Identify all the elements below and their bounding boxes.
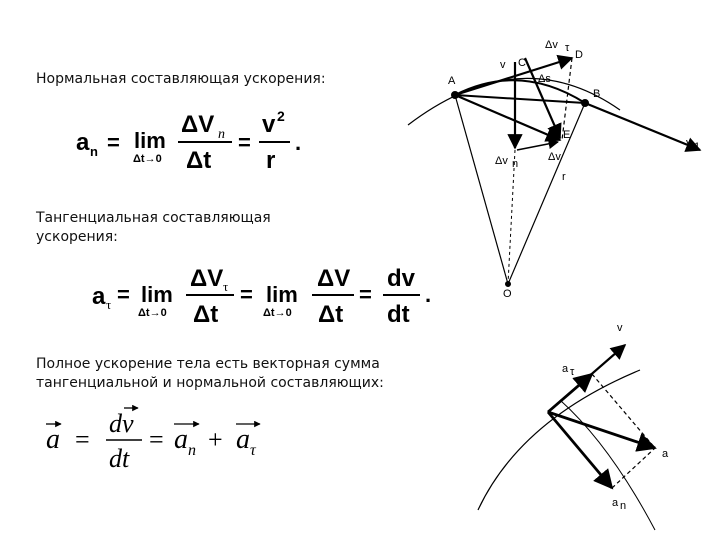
fn-eq2: =: [238, 130, 251, 155]
segment-de: [562, 58, 572, 140]
formula-full-acceleration: [46, 408, 260, 473]
caption-tangential-acceleration-2: ускорения:: [36, 229, 118, 245]
label-a: A: [448, 75, 456, 87]
ft-eq3: =: [359, 282, 372, 307]
ft-lhs: a: [92, 283, 106, 310]
label-e: E: [563, 129, 571, 141]
label-ds: Δs: [538, 73, 551, 85]
fn-num2: v: [262, 111, 276, 138]
fn-eq: =: [107, 130, 120, 155]
radius-oa: [455, 95, 508, 284]
caption-normal-acceleration: Нормальная составляющая ускорения:: [36, 71, 326, 87]
ft-num: ΔV: [190, 265, 224, 292]
ff-eq: =: [75, 425, 90, 454]
ft-eq: =: [117, 282, 130, 307]
diagram-velocity-change: [408, 58, 700, 287]
ft-lim: lim: [141, 282, 173, 307]
point-b: [582, 100, 589, 107]
label-a-n-sub: n: [620, 500, 627, 512]
ff-term2-sub: τ: [250, 442, 256, 459]
fn-den: Δt: [186, 147, 212, 174]
fn-den2: r: [266, 147, 276, 174]
caption-tangential-acceleration-1: Тангенциальная составляющая: [36, 210, 271, 226]
label-a-tau-sub: τ: [570, 366, 575, 378]
label-dv-tau: Δv: [545, 39, 558, 51]
ft-lhs-sub: τ: [106, 297, 112, 312]
diagram-velocity-change-labels: [448, 39, 700, 300]
radius-dashed: [508, 150, 515, 284]
trajectory-arc-2: [478, 370, 640, 510]
vector-dv: [525, 58, 560, 138]
ft-num3: dv: [387, 265, 416, 292]
label-c: C: [518, 57, 526, 69]
label-dv-n-sub: n: [512, 158, 519, 170]
fn-num: ΔV: [181, 111, 215, 138]
vector-v: [455, 58, 572, 95]
formula-normal-acceleration: [76, 108, 301, 174]
vector-v1: [585, 103, 700, 150]
label-dv-tau-sub: τ: [565, 42, 570, 54]
ft-den3: dt: [387, 301, 410, 328]
fn-num2-sup: 2: [277, 108, 285, 124]
caption-full-acceleration-2: тангенциальной и нормальной составляющих:: [36, 375, 384, 391]
ff-eq2: =: [149, 425, 164, 454]
fn-lim: lim: [134, 128, 166, 153]
ff-plus: +: [208, 425, 223, 454]
formula-tangential-acceleration: [92, 265, 431, 328]
ft-end: .: [425, 282, 432, 307]
label-d: D: [575, 49, 583, 61]
label-a-tau: a: [562, 363, 569, 375]
label-r: r: [562, 171, 566, 183]
ft-num-sub: τ: [223, 279, 229, 294]
label-b: B: [593, 88, 601, 100]
label-a-n: a: [612, 497, 619, 509]
fn-lhs: a: [76, 129, 90, 156]
ff-lhs: a: [46, 424, 60, 455]
ft-lim2-sub: Δt→0: [263, 307, 292, 319]
label-dv: Δv: [548, 151, 561, 163]
ff-num: dv: [109, 409, 134, 438]
ft-den2: Δt: [318, 301, 344, 328]
ff-term1: a: [174, 424, 188, 455]
fn-num-sub: n: [218, 127, 225, 142]
ff-term2: a: [236, 424, 250, 455]
ft-den: Δt: [193, 301, 219, 328]
label-v-2: v: [617, 322, 623, 334]
ff-term1-sub: n: [188, 442, 196, 459]
ft-lim-sub: Δt→0: [138, 307, 167, 319]
label-v1-sub: 1: [694, 141, 701, 153]
label-o: O: [503, 288, 512, 300]
vector-dv-tau: [517, 142, 558, 150]
label-dv-n: Δv: [495, 155, 508, 167]
fn-lhs-sub: n: [90, 144, 98, 159]
ft-num2: ΔV: [317, 265, 351, 292]
label-v1: v: [686, 137, 692, 149]
ff-den: dt: [109, 444, 130, 473]
point-a: [452, 92, 459, 99]
caption-full-acceleration-1: Полное ускорение тела есть векторная сумма: [36, 356, 380, 372]
ft-eq2: =: [240, 282, 253, 307]
fn-end: .: [295, 130, 302, 155]
point-o: [506, 282, 511, 287]
fn-lim-sub: Δt→0: [133, 153, 162, 165]
label-a: a: [662, 448, 669, 460]
ft-lim2: lim: [266, 282, 298, 307]
chord-ab: [455, 95, 585, 103]
label-v: v: [500, 59, 506, 71]
radius-ob: [508, 103, 585, 284]
